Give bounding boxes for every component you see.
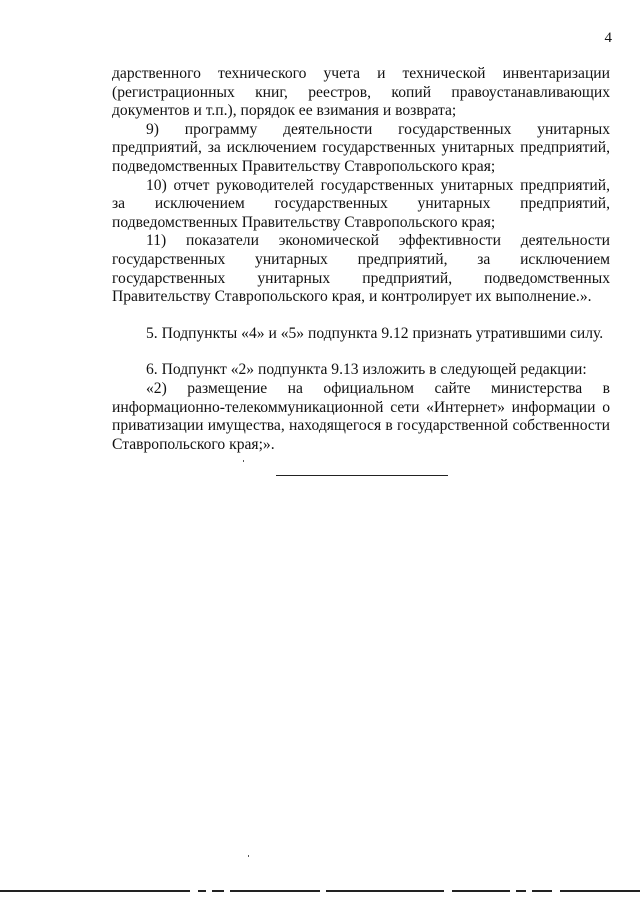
scan-speck [243, 460, 244, 462]
bottom-border-segment [230, 890, 320, 892]
bottom-border-segment [532, 890, 552, 892]
bottom-border-segment [516, 890, 526, 892]
closing-rule [276, 475, 448, 476]
bottom-border-segment [0, 890, 190, 892]
paragraph-continuation: дарственного технического учета и технической инвентаризации (регистрационных книг, реестров, копий правоустанавливающих документов и т.п.), порядок ее взимания и возврата; [112, 65, 610, 120]
paragraph-item-10: 10) отчет руководителей государственных унитарных предприятий, за исключением государственных унитарных предприятий, подведомственных Правительству Ставропольского края; [112, 176, 610, 231]
paragraph-point-6: 6. Подпункт «2» подпункта 9.13 изложить в следующей редакции: [146, 361, 587, 379]
page-number: 4 [604, 30, 612, 46]
bottom-border-segment [326, 890, 444, 892]
bottom-border-segment [452, 890, 510, 892]
bottom-border-segment [212, 890, 224, 892]
scan-speck [248, 855, 249, 857]
paragraph-point-6-item-2: «2) размещение на официальном сайте министерства в информационно-телекоммуникационной сети «Интернет» информации о приватизации имущества, находящегося в государственной собственности Ставропольского края;». [112, 379, 610, 453]
paragraph-item-11: 11) показатели экономической эффективности деятельности государственных унитарных предприятий, за исключением государственных унитарных предприятий, подведомственных Правительству Ставропольского края, и контролирует их выполнение.». [112, 232, 610, 306]
bottom-border-segment [560, 890, 640, 892]
bottom-border-segment [198, 890, 206, 892]
paragraph-point-5: 5. Подпункты «4» и «5» подпункта 9.12 признать утратившими силу. [146, 324, 604, 342]
paragraph-item-9: 9) программу деятельности государственных унитарных предприятий, за исключением государственных унитарных предприятий, подведомственных Правительству Ставропольского края; [112, 120, 610, 175]
document-body [112, 65, 610, 454]
